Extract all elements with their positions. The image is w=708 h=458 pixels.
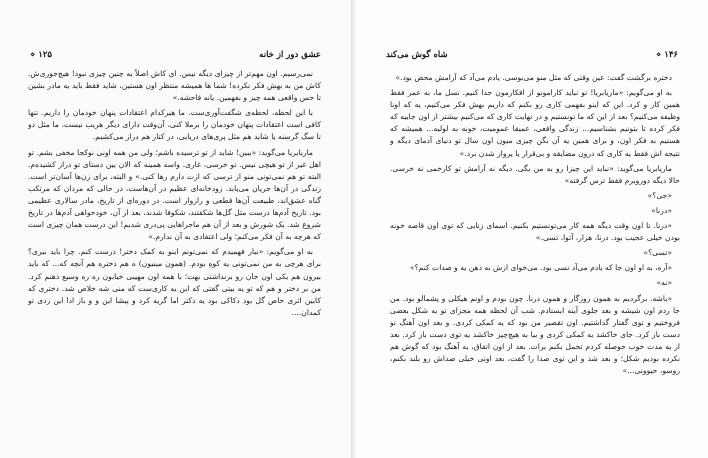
paragraph: «جی؟»	[647, 190, 672, 200]
left-page-number: ۱۲۵ ⋄	[30, 50, 52, 60]
paragraph: «نه»	[656, 278, 672, 288]
paragraph: ماریابریا می‌گوید: «نباید این چیزا رو به من بگی. دیگه نه آرامش تو کارخمی نه خرسی. حالا دیگه دوروبرم فقط ترس گرفته»	[390, 163, 680, 185]
left-page	[0, 0, 352, 458]
paragraph: با این لحظه، لحظه‌ی شگفت‌آوری‌ست. ما هیرکدام اعتقادات پنهان خودمان را داریم. تنها کافی است اعتقادات پنهان خودمان را برملا کنی، آن‌وقت دارای دیگر هریب نیست. ما مثل دو تا سگ گرسنه یا شاید هم مثل پری‌های دریایی، در کنار هم دراز می‌کشیم.	[28, 108, 321, 142]
paragraph: «درنا. تا اون وقت دیگه همه کار می‌تونستیم بکنیم. اسمای زنایی که توی اون قاصه خونه بودن خیلی عجیب بود. درنا، هزار، آتوا، تسی.»	[390, 221, 680, 243]
right-running-title: شاه گوش می‌کند	[386, 50, 448, 60]
left-running-title: عشق دور از خانه	[259, 50, 321, 60]
paragraph: «درنا»	[651, 205, 672, 215]
right-page-number: ۱۴۶ ⋄	[656, 50, 678, 60]
left-page-header	[30, 50, 321, 64]
paragraph: نمی‌رسیم. اون مهم‌تر از چیزای دیگه نیس. ای کاش اصلاً یه چنین چیزی نبود! هیچ‌جوری‌ش. کاش من به بهش فکر نکرده! شما ها همیشه منتظر اون هستین، شاید فقط باید یه مادر بشین تا حس واقعی همه چیز و بفهمین. یانه فاحشه.»	[28, 69, 321, 103]
right-page-text	[390, 72, 680, 452]
right-page-header	[386, 50, 678, 64]
paragraph: ماریابریا می‌گوید: «ببین! شاید از تو ترسیده باشم؛ ولی من همه اونی‌ نوکجا مخفی بشم. تو اهل غیر از تو هیچی نیس. تو خرسی، غاری. واسه همینه که الان بین دستای تو دراز کشیده‌م. البته تو هم نمی‌تونی منو از ترسی که ازت دارم رها کنی.» و البته، برای زن‌ها آسان‌تر است. زندگی در آن‌ها جریان می‌یابد. زودخانه‌ای عظیم در آن‌هاست، در حالی که مردان که مرتکب گناه عشق‌اند، طبیعت آن‌ها قطعی و رازوار است. در دوره‌ای از تاریخ، مادر سالاری عظیمی بود. تاریخ آدم‌ها درست مثل گل‌ها شکفتند، شکوفا شدند، بعد از آن، خودخواهی آدم‌ها در تاریخ شروع شد. یک شورش و بعد از آن هم ماجراهایی پی‌دری شدیم! این درست همان چیزی است که هرچه به آن فکر می‌کنم؛ ولی اعتقادی به آن ندارم.»	[28, 147, 321, 242]
paragraph: دختره برگشت گفت: عین وقتی که مثل منو می‌بوسی. یادم می‌آد که آرامش محض بود.»	[395, 73, 672, 82]
paragraph: به او می‌گویم: «ماریابریا! تو نباید کارامونو از افکارمون جدا کنیم. نسل ما، به عمر فقط همین کار و کرد. این که اینو بفهمی کاری رو بکنم که داریم بهش فکر می‌کنیم، یه که اونا وظیفه می‌کنیم؟ بعد از این که ما تونستیم و در نهایت کاری که می‌کنیم بیشتر از اون جاییه که فکر کرده تا بتونیم بشناسیم... زندگی واقعی، عمیقا عمومیت، خونه به لولیه... همیشه که هستیم به فکر اون، و برای همین یه آن بگن چیزی میون اون سال تو دنیای آدمای دیگه و نتیجه اش فقط یه کاری که درون مضایقه و بی‌قرار یا پرواز شدن برد.»	[390, 88, 680, 158]
paragraph: «آره، به او اون جا که یادم می‌آد تسی بود. می‌خوای ازش به ذهن یه و صدات کنم؟»	[410, 263, 672, 273]
left-page-text	[28, 68, 321, 452]
paragraph: «تسی؟»	[643, 248, 672, 258]
right-page	[356, 0, 708, 458]
paragraph: «باشه. برگردیم به همون روزگار و همون درنا. چون بودم و اونم هیکلی و پشمالو بود. من جا ردم اون شیشه و بعد جلوی آینه ایستادم. شب آن لحظه همه مجزای تو به شکل بعضی فروختیم و توی گفتار گذاشتیم. اون تقصیر من بود که یه کمکی کردی. و بعد اون آهنگ تو دست باز کرد. جای خاکشد یه کمکی کردی و بیا به هیچ‌چیز خاکشد یه توی دست باز کرد. بعد از یه مدت خوب حوصله کردم تحمل بکنم برات. بعد از اون اتفاق، یه آهنگ بود که گوش هم نکرده بودیم شکل؛ و بعد شد و این توی صدا را گفت، بعد اونی خیلی صداش رو بلند بکنم، روسو، حیوونی...»	[390, 293, 680, 376]
paragraph: به او می‌گویم: «ببار فهمیدم که نمی‌تونم اینو به کمک دختر! درست کنم. چرا باید ببری؟ برای هرچی به من نمی‌تونی یه کوهِ بودم. (همون مینیون) ه هم دختره هم آنچه که... که باید بیرون هم یکی اون جان رو برنداشتی بهت؛ با همه اون مهیبی خیابون ره ره وسیع ذهنم کرد. من بر دختر و هم که تو یه بیتی گفتی که این یه کاری‌ست که منی شه خلاص شد. دختری که کابین اثری خاص گل بود دکاکی بود یه دکتر اما گریه کرد و پیشا این و و باز ادا این زدی تو کمدان....	[28, 247, 321, 317]
